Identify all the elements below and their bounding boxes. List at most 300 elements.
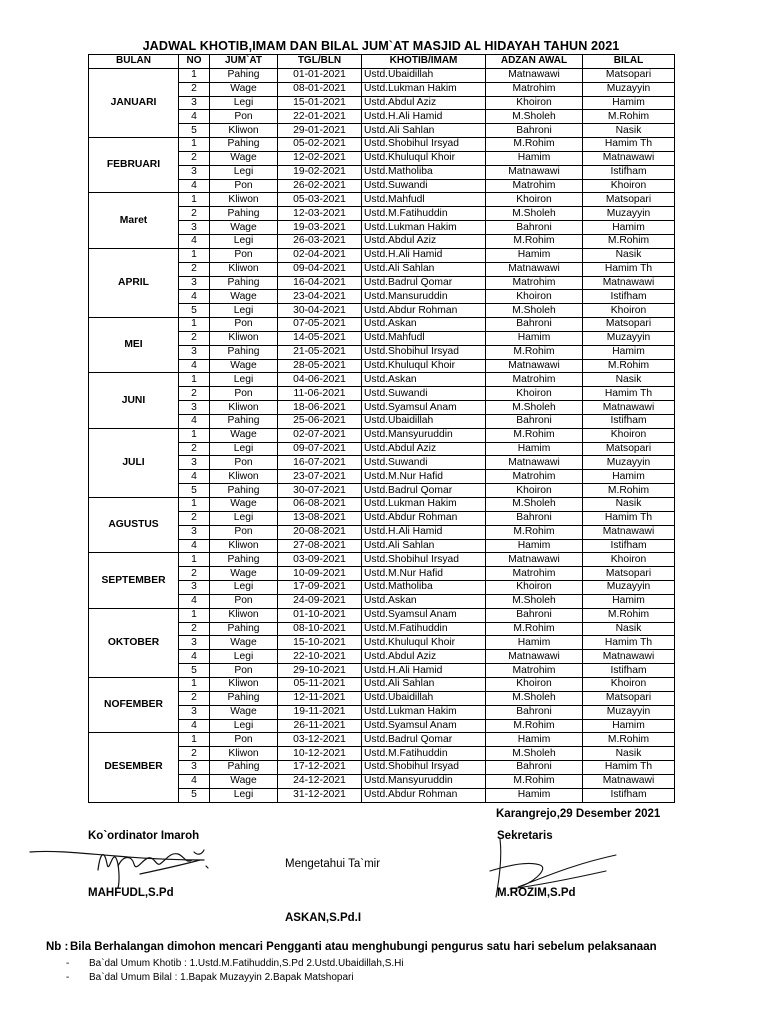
adzan-cell: M.Sholeh [486, 304, 583, 318]
no-cell: 4 [179, 110, 210, 124]
day-cell: Pahing [210, 345, 278, 359]
adzan-cell: Matnawawi [486, 262, 583, 276]
day-cell: Pahing [210, 138, 278, 152]
date-cell: 23-07-2021 [278, 470, 362, 484]
khotib-cell: Ustd.Abdur Rohman [362, 304, 486, 318]
schedule-table [88, 54, 675, 803]
day-cell: Kliwon [210, 124, 278, 138]
date-cell: 05-11-2021 [278, 677, 362, 691]
no-cell: 2 [179, 511, 210, 525]
bilal-cell: M.Rohim [583, 359, 675, 373]
substitute-khotib-note [66, 958, 404, 969]
day-cell: Wage [210, 498, 278, 512]
khotib-cell: Ustd.Syamsul Anam [362, 401, 486, 415]
date-cell: 31-12-2021 [278, 788, 362, 802]
day-cell: Wage [210, 567, 278, 581]
adzan-cell: Bahroni [486, 608, 583, 622]
bilal-cell: Hamim [583, 719, 675, 733]
bilal-cell: Istifham [583, 788, 675, 802]
bilal-cell: Khoiron [583, 179, 675, 193]
bilal-cell: Hamim [583, 470, 675, 484]
bilal-cell: Khoiron [583, 304, 675, 318]
khotib-cell: Ustd.M.Fatihuddin [362, 747, 486, 761]
bilal-cell: Matsopari [583, 691, 675, 705]
bilal-cell: Matnawawi [583, 525, 675, 539]
bilal-cell: Matsopari [583, 442, 675, 456]
adzan-cell: M.Sholeh [486, 594, 583, 608]
schedule-body [89, 68, 675, 802]
adzan-cell: M.Rohim [486, 234, 583, 248]
khotib-cell: Ustd.Abdul Aziz [362, 234, 486, 248]
no-cell: 1 [179, 138, 210, 152]
khotib-cell: Ustd.Mahfudl [362, 331, 486, 345]
day-cell: Legi [210, 234, 278, 248]
adzan-cell: Hamim [486, 636, 583, 650]
date-cell: 19-03-2021 [278, 221, 362, 235]
bilal-cell: Istifham [583, 539, 675, 553]
bilal-cell: Hamim Th [583, 387, 675, 401]
month-cell: APRIL [89, 248, 179, 317]
day-cell: Pon [210, 525, 278, 539]
khotib-cell: Ustd.Lukman Hakim [362, 498, 486, 512]
date-cell: 07-05-2021 [278, 318, 362, 332]
no-cell: 4 [179, 650, 210, 664]
no-cell: 3 [179, 525, 210, 539]
bilal-cell: Hamim Th [583, 636, 675, 650]
day-cell: Pon [210, 248, 278, 262]
khotib-cell: Ustd.Ali Sahlan [362, 677, 486, 691]
khotib-cell: Ustd.Ali Sahlan [362, 262, 486, 276]
bilal-cell: Matsopari [583, 68, 675, 82]
month-cell: AGUSTUS [89, 498, 179, 553]
bilal-cell: Khoiron [583, 553, 675, 567]
day-cell: Pahing [210, 761, 278, 775]
bilal-cell: Matsopari [583, 193, 675, 207]
bilal-cell: Hamim Th [583, 511, 675, 525]
date-cell: 26-02-2021 [278, 179, 362, 193]
no-cell: 5 [179, 788, 210, 802]
day-cell: Pahing [210, 691, 278, 705]
bilal-cell: Istifham [583, 165, 675, 179]
month-cell: MEI [89, 318, 179, 373]
adzan-cell: Khoiron [486, 290, 583, 304]
khotib-cell: Ustd.Abdul Aziz [362, 650, 486, 664]
khotib-cell: Ustd.M.Fatihuddin [362, 622, 486, 636]
table-row [89, 318, 675, 332]
no-cell: 4 [179, 774, 210, 788]
no-cell: 2 [179, 567, 210, 581]
day-cell: Legi [210, 581, 278, 595]
no-cell: 2 [179, 691, 210, 705]
adzan-cell: Matrohim [486, 567, 583, 581]
adzan-cell: Hamim [486, 442, 583, 456]
date-cell: 27-08-2021 [278, 539, 362, 553]
bilal-cell: Hamim [583, 96, 675, 110]
bilal-cell: Muzayyin [583, 331, 675, 345]
no-cell: 1 [179, 248, 210, 262]
table-row [89, 428, 675, 442]
khotib-cell: Ustd.H.Ali Hamid [362, 525, 486, 539]
adzan-cell: Matrohim [486, 373, 583, 387]
bilal-cell: M.Rohim [583, 484, 675, 498]
khotib-cell: Ustd.Shobihul Irsyad [362, 553, 486, 567]
bilal-cell: Nasik [583, 498, 675, 512]
day-cell: Wage [210, 774, 278, 788]
khotib-cell: Ustd.Abdur Rohman [362, 511, 486, 525]
month-cell: OKTOBER [89, 608, 179, 677]
table-row [89, 138, 675, 152]
date-cell: 17-12-2021 [278, 761, 362, 775]
khotib-cell: Ustd.Abdul Aziz [362, 442, 486, 456]
adzan-cell: Hamim [486, 539, 583, 553]
khotib-cell: Ustd.Mansyuruddin [362, 774, 486, 788]
bilal-cell: M.Rohim [583, 608, 675, 622]
no-cell: 2 [179, 747, 210, 761]
header-adzan-awal: ADZAN AWAL [486, 55, 583, 69]
date-cell: 21-05-2021 [278, 345, 362, 359]
adzan-cell: M.Sholeh [486, 110, 583, 124]
document-title: JADWAL KHOTIB,IMAM DAN BILAL JUM`AT MASJID AL HIDAYAH TAHUN 2021 [142, 39, 620, 53]
khotib-cell: Ustd.M.Fatihuddin [362, 207, 486, 221]
bilal-cell: M.Rohim [583, 234, 675, 248]
day-cell: Pon [210, 318, 278, 332]
adzan-cell: Matrohim [486, 276, 583, 290]
adzan-cell: M.Rohim [486, 428, 583, 442]
no-cell: 2 [179, 331, 210, 345]
date-cell: 13-08-2021 [278, 511, 362, 525]
table-row [89, 733, 675, 747]
bilal-cell: Istifham [583, 664, 675, 678]
bilal-cell: Nasik [583, 248, 675, 262]
no-cell: 1 [179, 428, 210, 442]
bilal-cell: Muzayyin [583, 705, 675, 719]
date-cell: 26-03-2021 [278, 234, 362, 248]
no-cell: 2 [179, 262, 210, 276]
adzan-cell: Matrohim [486, 470, 583, 484]
day-cell: Legi [210, 304, 278, 318]
khotib-cell: Ustd.Ali Sahlan [362, 124, 486, 138]
day-cell: Legi [210, 373, 278, 387]
day-cell: Legi [210, 96, 278, 110]
day-cell: Pon [210, 387, 278, 401]
day-cell: Kliwon [210, 262, 278, 276]
day-cell: Kliwon [210, 470, 278, 484]
bilal-cell: Hamim [583, 594, 675, 608]
no-cell: 2 [179, 151, 210, 165]
no-cell: 4 [179, 594, 210, 608]
header-jumat: JUM`AT [210, 55, 278, 69]
day-cell: Kliwon [210, 747, 278, 761]
bilal-cell: Nasik [583, 373, 675, 387]
date-cell: 16-07-2021 [278, 456, 362, 470]
no-cell: 2 [179, 622, 210, 636]
date-cell: 26-11-2021 [278, 719, 362, 733]
no-cell: 1 [179, 733, 210, 747]
day-cell: Legi [210, 165, 278, 179]
no-cell: 3 [179, 221, 210, 235]
date-cell: 24-12-2021 [278, 774, 362, 788]
bilal-cell: Matsopari [583, 567, 675, 581]
khotib-cell: Ustd.Khuluqul Khoir [362, 151, 486, 165]
bilal-cell: Khoiron [583, 677, 675, 691]
date-cell: 19-02-2021 [278, 165, 362, 179]
adzan-cell: Matnawawi [486, 456, 583, 470]
table-row [89, 553, 675, 567]
no-cell: 1 [179, 608, 210, 622]
day-cell: Pahing [210, 414, 278, 428]
adzan-cell: Khoiron [486, 387, 583, 401]
bilal-cell: Hamim Th [583, 138, 675, 152]
day-cell: Pahing [210, 553, 278, 567]
date-cell: 03-09-2021 [278, 553, 362, 567]
header-no: NO [179, 55, 210, 69]
footnote [46, 941, 657, 953]
month-cell: SEPTEMBER [89, 553, 179, 608]
adzan-cell: M.Sholeh [486, 401, 583, 415]
no-cell: 3 [179, 401, 210, 415]
no-cell: 4 [179, 179, 210, 193]
day-cell: Wage [210, 151, 278, 165]
adzan-cell: M.Rohim [486, 138, 583, 152]
day-cell: Legi [210, 719, 278, 733]
khotib-cell: Ustd.Khuluqul Khoir [362, 636, 486, 650]
adzan-cell: Khoiron [486, 96, 583, 110]
date-cell: 23-04-2021 [278, 290, 362, 304]
no-cell: 1 [179, 373, 210, 387]
day-cell: Wage [210, 221, 278, 235]
date-cell: 19-11-2021 [278, 705, 362, 719]
adzan-cell: Bahroni [486, 414, 583, 428]
date-cell: 10-09-2021 [278, 567, 362, 581]
month-cell: FEBRUARI [89, 138, 179, 193]
acknowledged-name: ASKAN,S.Pd.I [285, 912, 362, 924]
no-cell: 4 [179, 414, 210, 428]
khotib-cell: Ustd.Askan [362, 373, 486, 387]
date-cell: 09-07-2021 [278, 442, 362, 456]
day-cell: Kliwon [210, 331, 278, 345]
khotib-cell: Ustd.Ubaidillah [362, 68, 486, 82]
date-cell: 24-09-2021 [278, 594, 362, 608]
header-tgl-bln: TGL/BLN [278, 55, 362, 69]
khotib-cell: Ustd.Khuluqul Khoir [362, 359, 486, 373]
day-cell: Wage [210, 705, 278, 719]
khotib-cell: Ustd.Ubaidillah [362, 691, 486, 705]
date-cell: 12-03-2021 [278, 207, 362, 221]
khotib-cell: Ustd.Badrul Qomar [362, 733, 486, 747]
bilal-cell: Matnawawi [583, 401, 675, 415]
bilal-cell: Matnawawi [583, 276, 675, 290]
no-cell: 3 [179, 636, 210, 650]
no-cell: 3 [179, 705, 210, 719]
no-cell: 5 [179, 484, 210, 498]
day-cell: Pahing [210, 276, 278, 290]
adzan-cell: Khoiron [486, 677, 583, 691]
khotib-cell: Ustd.H.Ali Hamid [362, 248, 486, 262]
date-cell: 17-09-2021 [278, 581, 362, 595]
no-cell: 4 [179, 539, 210, 553]
day-cell: Wage [210, 428, 278, 442]
date-cell: 30-04-2021 [278, 304, 362, 318]
no-cell: 3 [179, 761, 210, 775]
list-dash: - [66, 972, 70, 983]
date-cell: 28-05-2021 [278, 359, 362, 373]
date-cell: 06-08-2021 [278, 498, 362, 512]
no-cell: 2 [179, 207, 210, 221]
header-khotib-imam: KHOTIB/IMAM [362, 55, 486, 69]
bilal-cell: Nasik [583, 124, 675, 138]
adzan-cell: Khoiron [486, 193, 583, 207]
coordinator-name: MAHFUDL,S.Pd [88, 887, 174, 899]
khotib-cell: Ustd.Askan [362, 318, 486, 332]
adzan-cell: M.Rohim [486, 622, 583, 636]
bilal-cell: M.Rohim [583, 110, 675, 124]
khotib-cell: Ustd.Abdur Rohman [362, 788, 486, 802]
adzan-cell: Matnawawi [486, 359, 583, 373]
adzan-cell: M.Rohim [486, 774, 583, 788]
khotib-cell: Ustd.Ali Sahlan [362, 539, 486, 553]
date-cell: 15-01-2021 [278, 96, 362, 110]
khotib-cell: Ustd.M.Nur Hafid [362, 567, 486, 581]
day-cell: Kliwon [210, 539, 278, 553]
coordinator-role: Ko`ordinator Imaroh [88, 830, 200, 842]
adzan-cell: Matnawawi [486, 553, 583, 567]
day-cell: Kliwon [210, 608, 278, 622]
substitute-bilal-note [66, 972, 354, 983]
bilal-cell: Matsopari [583, 318, 675, 332]
date-cell: 10-12-2021 [278, 747, 362, 761]
bilal-cell: Muzayyin [583, 456, 675, 470]
no-cell: 3 [179, 456, 210, 470]
no-cell: 2 [179, 387, 210, 401]
no-cell: 1 [179, 193, 210, 207]
khotib-cell: Ustd.Lukman Hakim [362, 82, 486, 96]
khotib-cell: Ustd.Mansyuruddin [362, 428, 486, 442]
table-row [89, 68, 675, 82]
note-text: Ba`dal Umum Bilal : 1.Bapak Muzayyin 2.Bapak Matshopari [89, 972, 354, 983]
date-cell: 08-01-2021 [278, 82, 362, 96]
note-text: Ba`dal Umum Khotib : 1.Ustd.M.Fatihuddin,S.Pd 2.Ustd.Ubaidillah,S.Hi [89, 958, 404, 969]
no-cell: 4 [179, 290, 210, 304]
date-cell: 29-10-2021 [278, 664, 362, 678]
bilal-cell: Hamim [583, 345, 675, 359]
bilal-cell: Matnawawi [583, 151, 675, 165]
bilal-cell: Matnawawi [583, 650, 675, 664]
adzan-cell: Khoiron [486, 581, 583, 595]
day-cell: Wage [210, 82, 278, 96]
day-cell: Legi [210, 788, 278, 802]
khotib-cell: Ustd.M.Nur Hafid [362, 470, 486, 484]
month-cell: JUNI [89, 373, 179, 428]
bilal-cell: Muzayyin [583, 207, 675, 221]
date-cell: 29-01-2021 [278, 124, 362, 138]
date-cell: 03-12-2021 [278, 733, 362, 747]
date-cell: 11-06-2021 [278, 387, 362, 401]
khotib-cell: Ustd.Lukman Hakim [362, 705, 486, 719]
adzan-cell: Hamim [486, 248, 583, 262]
khotib-cell: Ustd.Shobihul Irsyad [362, 138, 486, 152]
khotib-cell: Ustd.Lukman Hakim [362, 221, 486, 235]
month-cell: JULI [89, 428, 179, 497]
day-cell: Wage [210, 359, 278, 373]
adzan-cell: Bahroni [486, 705, 583, 719]
table-row [89, 608, 675, 622]
day-cell: Pahing [210, 207, 278, 221]
khotib-cell: Ustd.Suwandi [362, 456, 486, 470]
day-cell: Kliwon [210, 401, 278, 415]
bilal-cell: Hamim Th [583, 761, 675, 775]
bilal-cell: Nasik [583, 747, 675, 761]
khotib-cell: Ustd.Matholiba [362, 581, 486, 595]
khotib-cell: Ustd.Mansuruddin [362, 290, 486, 304]
no-cell: 3 [179, 581, 210, 595]
day-cell: Pon [210, 733, 278, 747]
adzan-cell: M.Rohim [486, 719, 583, 733]
adzan-cell: M.Sholeh [486, 498, 583, 512]
adzan-cell: Matnawawi [486, 165, 583, 179]
adzan-cell: Matnawawi [486, 68, 583, 82]
adzan-cell: Hamim [486, 151, 583, 165]
khotib-cell: Ustd.Syamsul Anam [362, 608, 486, 622]
adzan-cell: Bahroni [486, 221, 583, 235]
table-row [89, 248, 675, 262]
adzan-cell: Matrohim [486, 82, 583, 96]
adzan-cell: M.Sholeh [486, 747, 583, 761]
no-cell: 5 [179, 664, 210, 678]
khotib-cell: Ustd.Askan [362, 594, 486, 608]
footnote-text: Bila Berhalangan dimohon mencari Pengganti atau menghubungi pengurus satu hari sebelum pelaksanaan [70, 941, 657, 953]
khotib-cell: Ustd.Abdul Aziz [362, 96, 486, 110]
khotib-cell: Ustd.Shobihul Irsyad [362, 345, 486, 359]
table-row [89, 677, 675, 691]
no-cell: 3 [179, 276, 210, 290]
date-cell: 25-06-2021 [278, 414, 362, 428]
adzan-cell: Bahroni [486, 318, 583, 332]
month-cell: Maret [89, 193, 179, 248]
no-cell: 1 [179, 498, 210, 512]
adzan-cell: M.Sholeh [486, 207, 583, 221]
bilal-cell: Muzayyin [583, 82, 675, 96]
date-cell: 22-01-2021 [278, 110, 362, 124]
table-row [89, 373, 675, 387]
day-cell: Pon [210, 179, 278, 193]
date-cell: 05-02-2021 [278, 138, 362, 152]
day-cell: Legi [210, 442, 278, 456]
no-cell: 2 [179, 442, 210, 456]
adzan-cell: Khoiron [486, 484, 583, 498]
no-cell: 4 [179, 470, 210, 484]
no-cell: 1 [179, 318, 210, 332]
day-cell: Pon [210, 664, 278, 678]
date-cell: 05-03-2021 [278, 193, 362, 207]
adzan-cell: M.Rohim [486, 345, 583, 359]
date-cell: 02-07-2021 [278, 428, 362, 442]
no-cell: 2 [179, 82, 210, 96]
bilal-cell: Istifham [583, 290, 675, 304]
bilal-cell: Istifham [583, 414, 675, 428]
table-header-row [89, 55, 675, 69]
table-row [89, 498, 675, 512]
no-cell: 1 [179, 677, 210, 691]
khotib-cell: Ustd.Syamsul Anam [362, 719, 486, 733]
khotib-cell: Ustd.H.Ali Hamid [362, 110, 486, 124]
adzan-cell: Bahroni [486, 761, 583, 775]
date-cell: 08-10-2021 [278, 622, 362, 636]
date-cell: 09-04-2021 [278, 262, 362, 276]
month-cell: JANUARI [89, 68, 179, 137]
no-cell: 4 [179, 359, 210, 373]
day-cell: Kliwon [210, 677, 278, 691]
table-row [89, 193, 675, 207]
